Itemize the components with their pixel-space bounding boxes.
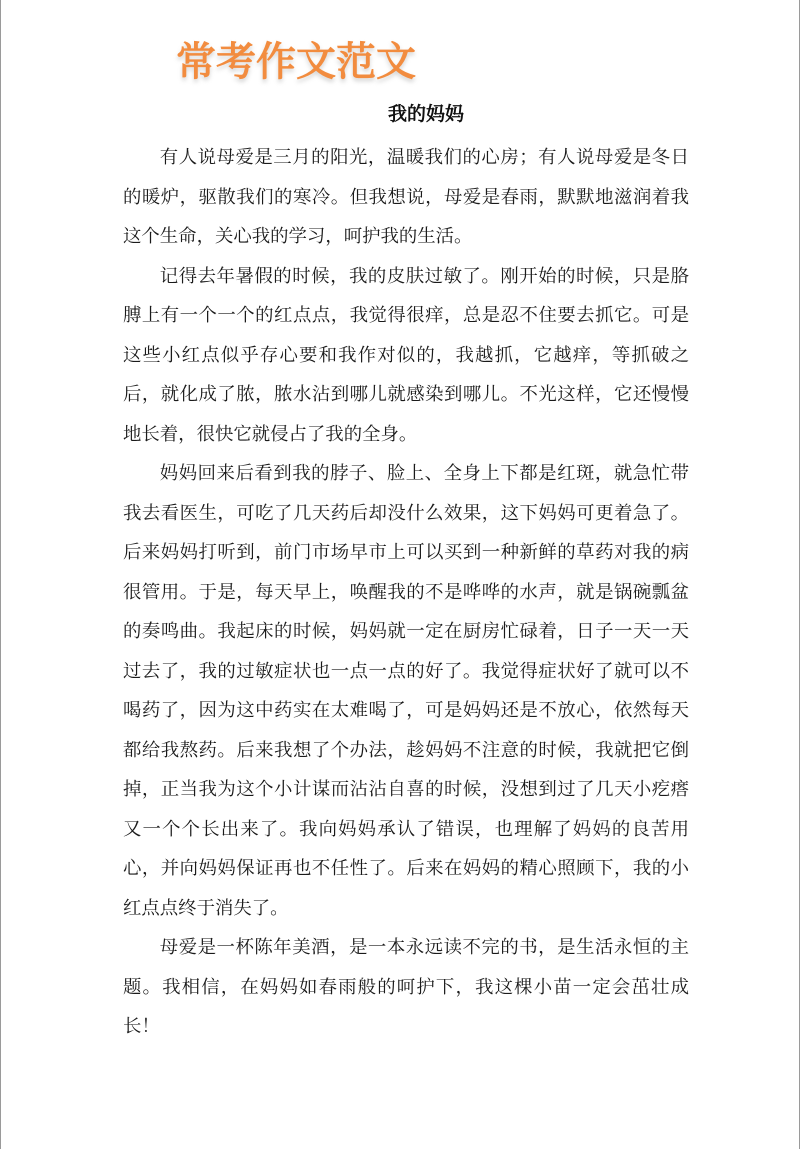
essay-title: 我的妈妈	[387, 103, 464, 125]
paragraph: 妈妈回来后看到我的脖子、脸上、全身上下都是红斑，就急忙带我去看医生，可吃了几天药后却没什么效果，这下妈妈可更着急了。后来妈妈打听到，前门市场早市上可以买到一种新鲜的草药对我的病很管用。于是，每天早上，唤醒我的不是哗哗的水声，就是锅碗瓢盆的奏鸣曲。我起床的时候，妈妈就一定在厨房忙碌着，日子一天一天过去了，我的过敏症状也一点一点的好了。我觉得症状好了就可以不喝药了，因为这中药实在太难喝了，可是妈妈还是不放心，依然每天都给我熬药。后来我想了个办法，趁妈妈不注意的时候，我就把它倒掉，正当我为这个小计谋而沾沾自喜的时候，没想到过了几天小疙瘩又一个个长出来了。我向妈妈承认了错误，也理解了妈妈的良苦用心，并向妈妈保证再也不任性了。后来在妈妈的精心照顾下，我的小红点点终于消失了。	[123, 463, 689, 919]
paragraph: 有人说母爱是三月的阳光，温暖我们的心房；有人说母爱是冬日的暖炉，驱散我们的寒冷。但我想说，母爱是春雨，默默地滋润着我这个生命，关心我的学习，呵护我的生活。	[123, 147, 689, 247]
paragraph: 母爱是一杯陈年美酒，是一本永远读不完的书，是生活永恒的主题。我相信，在妈妈如春雨般的呵护下，我这棵小苗一定会茁壮成长！	[123, 937, 689, 1037]
banner-heading: 常考作文范文	[176, 39, 416, 85]
essay-body	[123, 138, 689, 1047]
paragraph: 记得去年暑假的时候，我的皮肤过敏了。刚开始的时候，只是胳膊上有一个一个的红点点，我觉得很痒，总是忍不住要去抓它。可是这些小红点似乎存心要和我作对似的，我越抓，它越痒，等抓破之后，就化成了脓，脓水沾到哪儿就感染到哪儿。不光这样，它还慢慢地长着，很快它就侵占了我的全身。	[123, 265, 689, 445]
